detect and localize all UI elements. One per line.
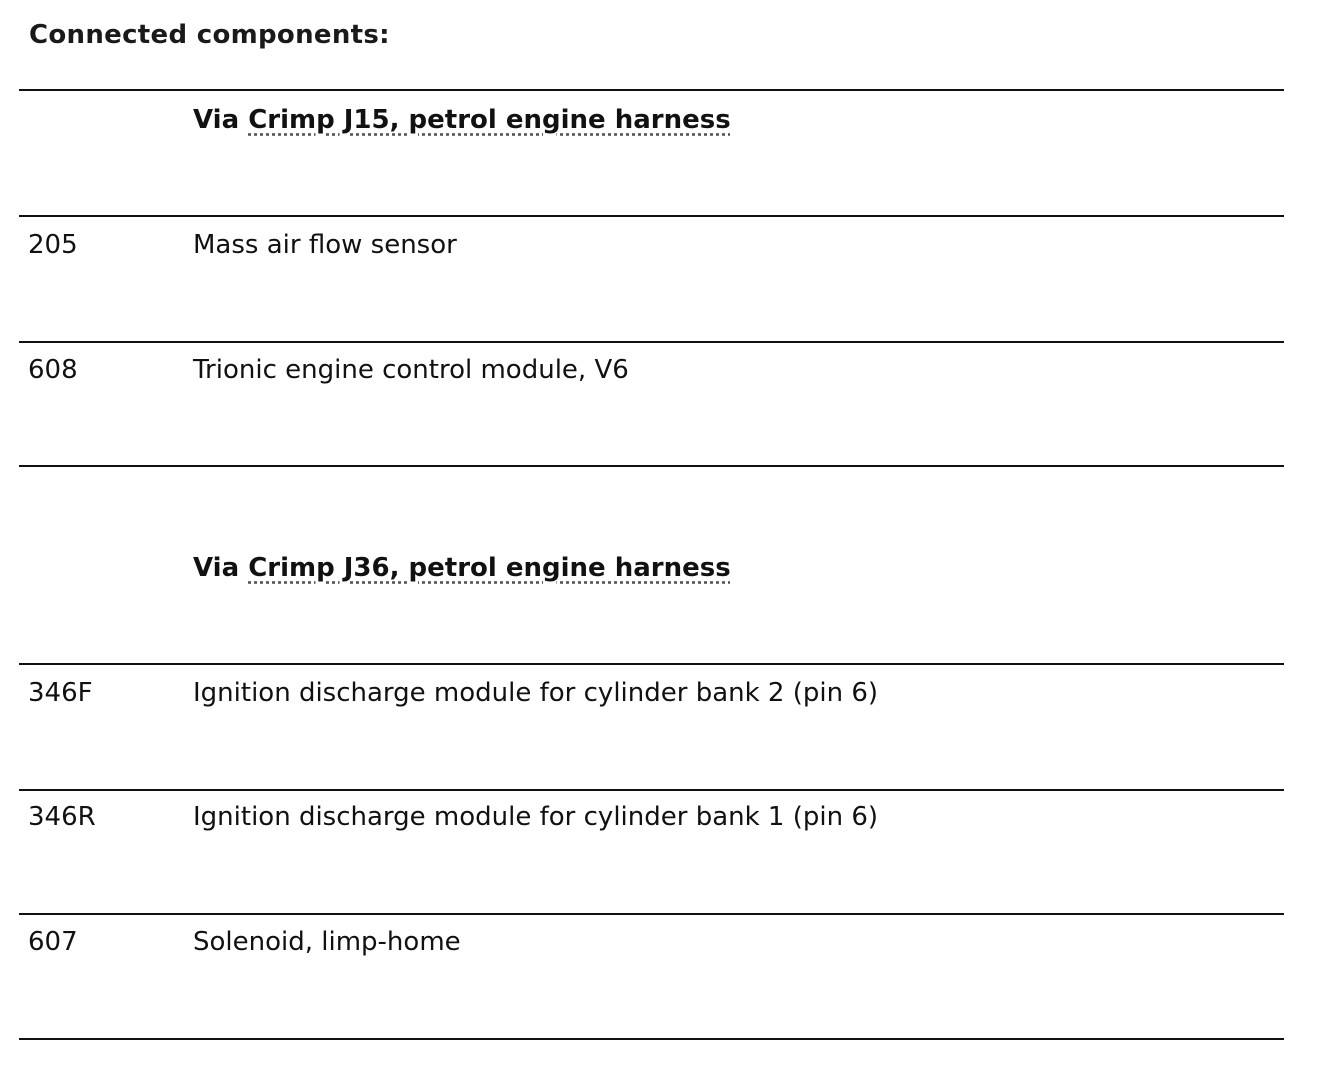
divider xyxy=(19,789,1284,791)
component-description: Ignition discharge module for cylinder bank 2 (pin 6) xyxy=(193,678,879,708)
divider xyxy=(19,341,1284,343)
component-code: 608 xyxy=(28,355,78,385)
component-description: Trionic engine control module, V6 xyxy=(193,355,629,385)
table-row xyxy=(0,225,1328,265)
connected-components-heading: Connected components: xyxy=(29,20,390,50)
component-code: 346R xyxy=(28,802,96,832)
component-description: Ignition discharge module for cylinder bank 1 (pin 6) xyxy=(193,802,879,832)
divider xyxy=(19,89,1284,91)
component-code: 607 xyxy=(28,927,78,957)
table-row xyxy=(0,922,1328,962)
divider xyxy=(19,1038,1284,1040)
component-code: 346F xyxy=(28,678,93,708)
crimp-j36-link[interactable]: Crimp J36, petrol engine harness xyxy=(248,553,731,583)
group-title-j15 xyxy=(193,100,731,140)
table-row xyxy=(0,673,1328,713)
component-description: Mass air flow sensor xyxy=(193,230,457,260)
table-row xyxy=(0,350,1328,390)
component-description: Solenoid, limp-home xyxy=(193,927,461,957)
table-row xyxy=(0,797,1328,837)
group-prefix: Via xyxy=(193,105,249,135)
divider xyxy=(19,913,1284,915)
group-title-j36 xyxy=(193,548,731,588)
divider xyxy=(19,465,1284,467)
component-code: 205 xyxy=(28,230,78,260)
group-prefix: Via xyxy=(193,553,249,583)
crimp-j15-link[interactable]: Crimp J15, petrol engine harness xyxy=(248,105,731,135)
divider xyxy=(19,215,1284,217)
divider xyxy=(19,663,1284,665)
